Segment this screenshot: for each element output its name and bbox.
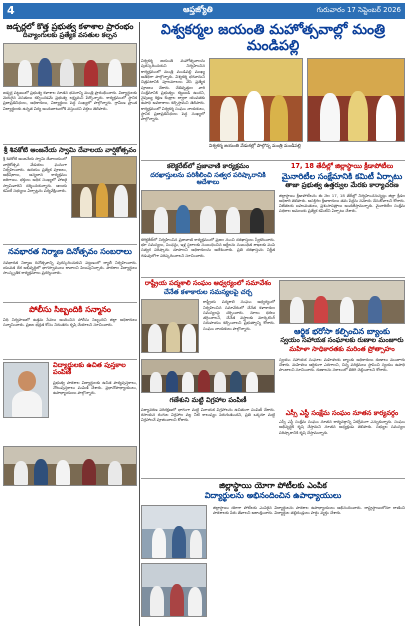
masthead: ఆప్తజ్యోతి: [183, 5, 213, 14]
lead-story: [141, 22, 405, 158]
headline: గణేశుని మట్టి విగ్రహాల పంపిణీ: [169, 396, 247, 405]
photo-minister-puja: [209, 58, 303, 142]
headline: కలెక్టరేట్‌లో ప్రజావాణి కార్యక్రమం: [166, 162, 250, 171]
headline: నవభారత నిర్మాణ దినోత్సవం సంబరాలు: [8, 247, 132, 257]
story-body: రాష్ట్రీయ పద్మశాలి సంఘం ఆధ్వర్యంలో నిర్వహించిన సమావేశంలో చేనేత కళాకారుల సమస్యలపై చర్చించారు. నూలు ధరలు తగ్గించాలని, చేనేత వస్త్రాలకు మార్కెటింగ్ సదుపాయం కల్పించాలని ప్రభుత్వాన్ని కోరారు. సంఘం నాయకులు పాల్గొన్నారు.: [203, 299, 275, 331]
subheadline: విద్యార్థులను అభినందించిన ఉపాధ్యాయులు: [204, 491, 342, 501]
story-padmashali: [141, 280, 275, 441]
story-body: విశ్వకర్మ జయంతి మహోత్సవాలను పురస్కరించుకుని నిర్వహించిన కార్యక్రమంలో మంత్రి మండిపల్లి ముఖ్య అతిథిగా పాల్గొన్నారు. విశ్వకర్మ భగవానుని చిత్రపటానికి పూలమాలలు వేసి ప్రత్యేక పూజలు చేశారు. చేతివృత్తుల వారి సంక్షేమానికి ప్రభుత్వం కట్టుబడి ఉందని, నైపుణ్య శిక్షణ కేంద్రాల ద్వారా యువతకు ఉపాధి అవకాశాలు కల్పిస్తామని తెలిపారు. కార్యక్రమంలో విశ్వకర్మ సంఘం నాయకులు, స్థానిక ప్రజాప్రతినిధులు పెద్ద సంఖ్యలో పాల్గొన్నారు.: [141, 58, 205, 122]
left-column: [3, 22, 137, 486]
story-body: నవభారత నిర్మాణ దినోత్సవాన్ని పురస్కరించుకుని పట్టణంలో ర్యాలీ నిర్వహించారు. యువత దేశ అభివృద్ధిలో భాగస్వాములు కావాలని పిలుపునిచ్చారు. పాఠశాల విద్యార్థులు సాంస్కృతిక కార్యక్రమాలు ప్రదర్శించారు.: [3, 259, 137, 276]
headline: విద్యార్థులకు ఉచిత పుస్తకాల పంపిణీ: [53, 360, 126, 377]
photo-book-distribution: [3, 446, 137, 486]
story-body: కలెక్టరేట్‌లో నిర్వహించిన ప్రజావాణి కార్యక్రమంలో ప్రజల నుంచి దరఖాస్తులు స్వీకరించారు. భూ సమస్యలు, పింఛన్లు, ఇళ్ల స్థలాలకు సంబంధించిన అర్జీలను సంబంధిత శాఖలకు పంపి సత్వర పరిష్కారం చూపాలని అధికారులను ఆదేశించారు. ప్రతి దరఖాస్తును నిర్ణీత గడువులోగా పరిష్కరించాలని సూచించారు.: [141, 236, 275, 258]
photo-yoga-2: [141, 563, 207, 617]
lead-photo-caption: విశ్వకర్మ జయంతి వేడుకల్లో పాల్గొన్న మంత్రి మండిపల్లి: [209, 144, 301, 150]
page-header: [3, 3, 405, 19]
photo-portrait: [3, 362, 49, 418]
headline: 17, 18 తేదీల్లో జిల్లాస్థాయి క్రీడాపోటీలు: [290, 162, 394, 171]
story-bank-loans: [279, 280, 405, 453]
subheadline: మైనారిటీల సంక్షేమానికి కమిటీ ఏర్పాటు: [281, 171, 403, 181]
story-prajavani: [141, 163, 275, 273]
subheadline: చేనేత కళాకారుల సమస్యలపై చర్చ: [163, 287, 253, 296]
story-body: విధి నిర్వహణలో ఉత్తమ సేవలు అందించిన పోలీసు సిబ్బందిని జిల్లా అధికారులు సన్మానించారు. ప్రజల భద్రత కోసం నిరంతరం కృషి చేయాలని సూచించారు.: [3, 316, 137, 327]
story-free-books: [3, 362, 137, 486]
column-divider: [139, 22, 140, 626]
photo-group-meeting: [141, 359, 275, 393]
photo-bank-event: [279, 280, 405, 324]
row-four: [141, 481, 405, 630]
headline: రాష్ట్రీయ పద్మశాలి సంఘం ఆధ్వర్యంలో సమావేశం: [144, 279, 272, 288]
story-body: స్వయం సహాయక సంఘాల మహిళలకు బ్యాంకు అధికారులు రుణాలు మంజూరు చేశారు. మహిళలు ఆర్థికంగా ఎదగాలని, చిన్న పరిశ్రమలు స్థాపించి స్వయం ఉపాధి పొందాలని సూచించారు. రుణాలను సకాలంలో తిరిగి చెల్లించాలని కోరారు.: [279, 356, 405, 373]
photo-college-event: [3, 43, 137, 87]
headline: జిల్లాస్థాయి యోగా పోటీలకు ఎంపిక: [219, 481, 327, 491]
story-temple-anniversary: [3, 147, 137, 243]
photo-minister-stage: [307, 58, 405, 142]
photo-prajavani: [141, 190, 275, 234]
right-column: [141, 22, 405, 630]
row-two: [141, 163, 405, 275]
photo-temple-event: [71, 156, 137, 218]
headline: ఆర్థిక భరోసా కల్పించిన బ్యాంకు: [294, 327, 390, 337]
subheadline: దరఖాస్తులను పరిశీలించి సత్వర పరిష్కారానికి ఆదేశాలు: [150, 170, 266, 187]
story-police-honour: [3, 305, 137, 357]
subheadline: దివ్యాంగులకు ప్రత్యేక వసతుల కల్పన: [22, 31, 118, 40]
story-body: పర్యావరణ పరిరక్షణలో భాగంగా మట్టి వినాయక విగ్రహాలను ఉచితంగా పంపిణీ చేశారు. రసాయన రంగుల విగ్రహాల వల్ల నీటి కాలుష్యం పెరుగుతుందని, ప్రతి ఒక్కరూ మట్టి విగ్రహాలనే పూజించాలని కోరారు.: [141, 406, 275, 423]
subheadline: మహిళా సాధికారతకు మరింత ప్రోత్సాహం: [289, 344, 395, 353]
subheadline: స్వయం సహాయక సంఘాలకు రుణాల మంజూరు: [280, 336, 404, 345]
story-nation-building: [3, 247, 137, 299]
story-sports-committee: [279, 163, 405, 258]
photo-padmashali: [141, 299, 199, 353]
story-body: జడ్చర్ల పట్టణంలో ప్రభుత్వ కళాశాల నూతన భవనాన్ని మంత్రి ప్రారంభించారు. విద్యార్థులకు మెరుగైన వసతులు కల్పించడమే ప్రభుత్వ లక్ష్యమని పేర్కొన్నారు. కార్యక్రమంలో స్థానిక ప్రజాప్రతినిధులు, అధికారులు, విద్యార్థులు పెద్ద సంఖ్యలో పాల్గొన్నారు. గ్రామీణ ప్రాంత విద్యార్థులకు ఉన్నత విద్య అందుబాటులోకి వస్తుందని వక్తలు తెలిపారు.: [3, 89, 137, 111]
headline: పోలీసు సిబ్బందికి సన్మానం: [29, 304, 111, 314]
subheadline: తాజా ప్రభుత్వ ఉత్తర్వుల మేరకు కార్యాచరణ: [285, 180, 399, 189]
story-body: శ్రీ శివకోటి ఆంజనేయ స్వామి దేవాలయంలో వార్షికోత్సవ వేడుకలు ఘనంగా నిర్వహించారు. ఉదయం ప్రత్యేక పూజలు, అభిషేకాలు, అన్నదాన కార్యక్రమం జరిగాయి. భక్తులు అధిక సంఖ్యలో హాజరై స్వామివారిని దర్శించుకున్నారు. ఆలయ కమిటీ సభ్యులు ఏర్పాట్లను పర్యవేక్షించారు.: [3, 156, 67, 193]
photo-yoga-1: [141, 505, 207, 559]
story-body: జిల్లాస్థాయి యోగా పోటీలకు ఎంపికైన విద్యార్థులను పాఠశాల ఉపాధ్యాయులు అభినందించారు. రాష్ట్రస్థాయిలోనూ రాణించి పాఠశాలకు పేరు తేవాలని ఆకాంక్షించారు. విద్యార్థుల తల్లిదండ్రులు హర్షం వ్యక్తం చేశారు.: [213, 504, 405, 515]
story-body: ఎస్సీ ఎస్టీ సంక్షేమ సంఘం నూతన కార్యవర్గాన్ని ఏకగ్రీవంగా ఎన్నుకున్నారు. సంఘం అభివృద్ధికి కృషి చేస్తామని నూతన అధ్యక్షుడు తెలిపారు. సభ్యుల సమస్యల పరిష్కారానికి కృషి చేస్తామన్నారు.: [279, 419, 405, 435]
story-body: ప్రభుత్వ పాఠశాల విద్యార్థులకు ఉచిత పాఠ్యపుస్తకాలు, నోటుపుస్తకాలు పంపిణీ చేశారు. ప్రధానోపాధ్యాయులు, ఉపాధ్యాయులు పాల్గొన్నారు.: [53, 379, 137, 396]
row-three: [141, 280, 405, 476]
story-body: జిల్లాస్థాయి క్రీడాపోటీలను ఈ నెల 17, 18 తేదీల్లో నిర్వహించనున్నట్లు జిల్లా క్రీడల అధికారి తెలిపారు. ఆసక్తిగల క్రీడాకారులు తమ పేర్లను నమోదు చేసుకోవాలని కోరారు. విజేతలకు బహుమతులు, ప్రశంసాపత్రాలు అందజేస్తామన్నారు. మైనారిటీల సంక్షేమ పథకాల అమలుకు ప్రత్యేక కమిటీని ఏర్పాటు చేశారు.: [279, 192, 405, 214]
headline: జడ్చర్లలో కొత్త ప్రభుత్వ కళాశాల ప్రారంభం: [6, 22, 134, 31]
story-college-opening: [3, 22, 137, 142]
headline: శ్రీ శివకోటి ఆంజనేయ స్వామి దేవాలయ వార్షికోత్సవం: [3, 145, 137, 154]
issue-date: గురువారం 17 సెప్టెంబర్ 2026: [316, 6, 401, 14]
headline: ఎస్సీ ఎస్టీ సంక్షేమ సంఘం నూతన కార్యవర్గం: [285, 408, 399, 417]
lead-headline: విశ్వకర్మల జయంతి మహోత్సవాల్లో మంత్రి మండిపల్లి: [160, 22, 386, 55]
page-number: 4: [7, 4, 15, 17]
